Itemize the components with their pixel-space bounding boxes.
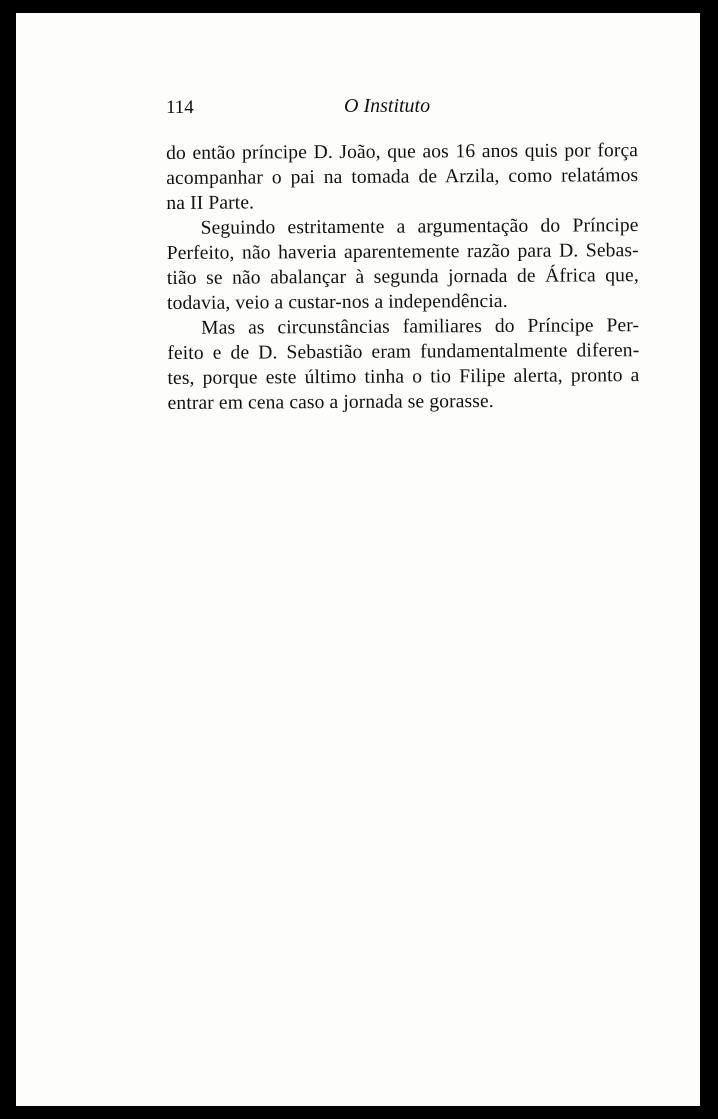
text-line: acompanhar o pai na tomada de Arzila, como relatámos xyxy=(166,165,639,189)
text-line: do então príncipe D. João, que aos 16 anos quis por força xyxy=(166,140,639,164)
text-line: tião se não abalançar à segunda jornada de África que, xyxy=(166,265,639,289)
paragraph-1 xyxy=(166,138,638,216)
text-line: Seguindo estritamente a argumentação do Príncipe xyxy=(200,215,639,239)
page-number: 114 xyxy=(166,97,194,118)
text-line: feito e de D. Sebastião eram fundamentalmente diferen- xyxy=(167,340,640,364)
text-line: tes, porque este último tinha o tio Filipe alerta, pronto a xyxy=(167,365,640,389)
text-line: todavia, veio a custar-nos a independência. xyxy=(166,290,508,314)
text-line: entrar em cena caso a jornada se gorasse. xyxy=(167,391,494,414)
text-line: Perfeito, não haveria aparentemente razão para D. Sebas- xyxy=(166,240,639,264)
paragraph-2 xyxy=(166,213,639,316)
text-line: na II Parte. xyxy=(166,192,255,214)
running-title: O Instituto xyxy=(344,95,431,117)
page-header xyxy=(166,97,646,121)
text-line: Mas as circunstâncias familiares do Príncipe Per- xyxy=(201,315,640,339)
paragraph-3 xyxy=(167,313,640,416)
body-text xyxy=(166,138,640,416)
book-page xyxy=(16,13,700,1106)
